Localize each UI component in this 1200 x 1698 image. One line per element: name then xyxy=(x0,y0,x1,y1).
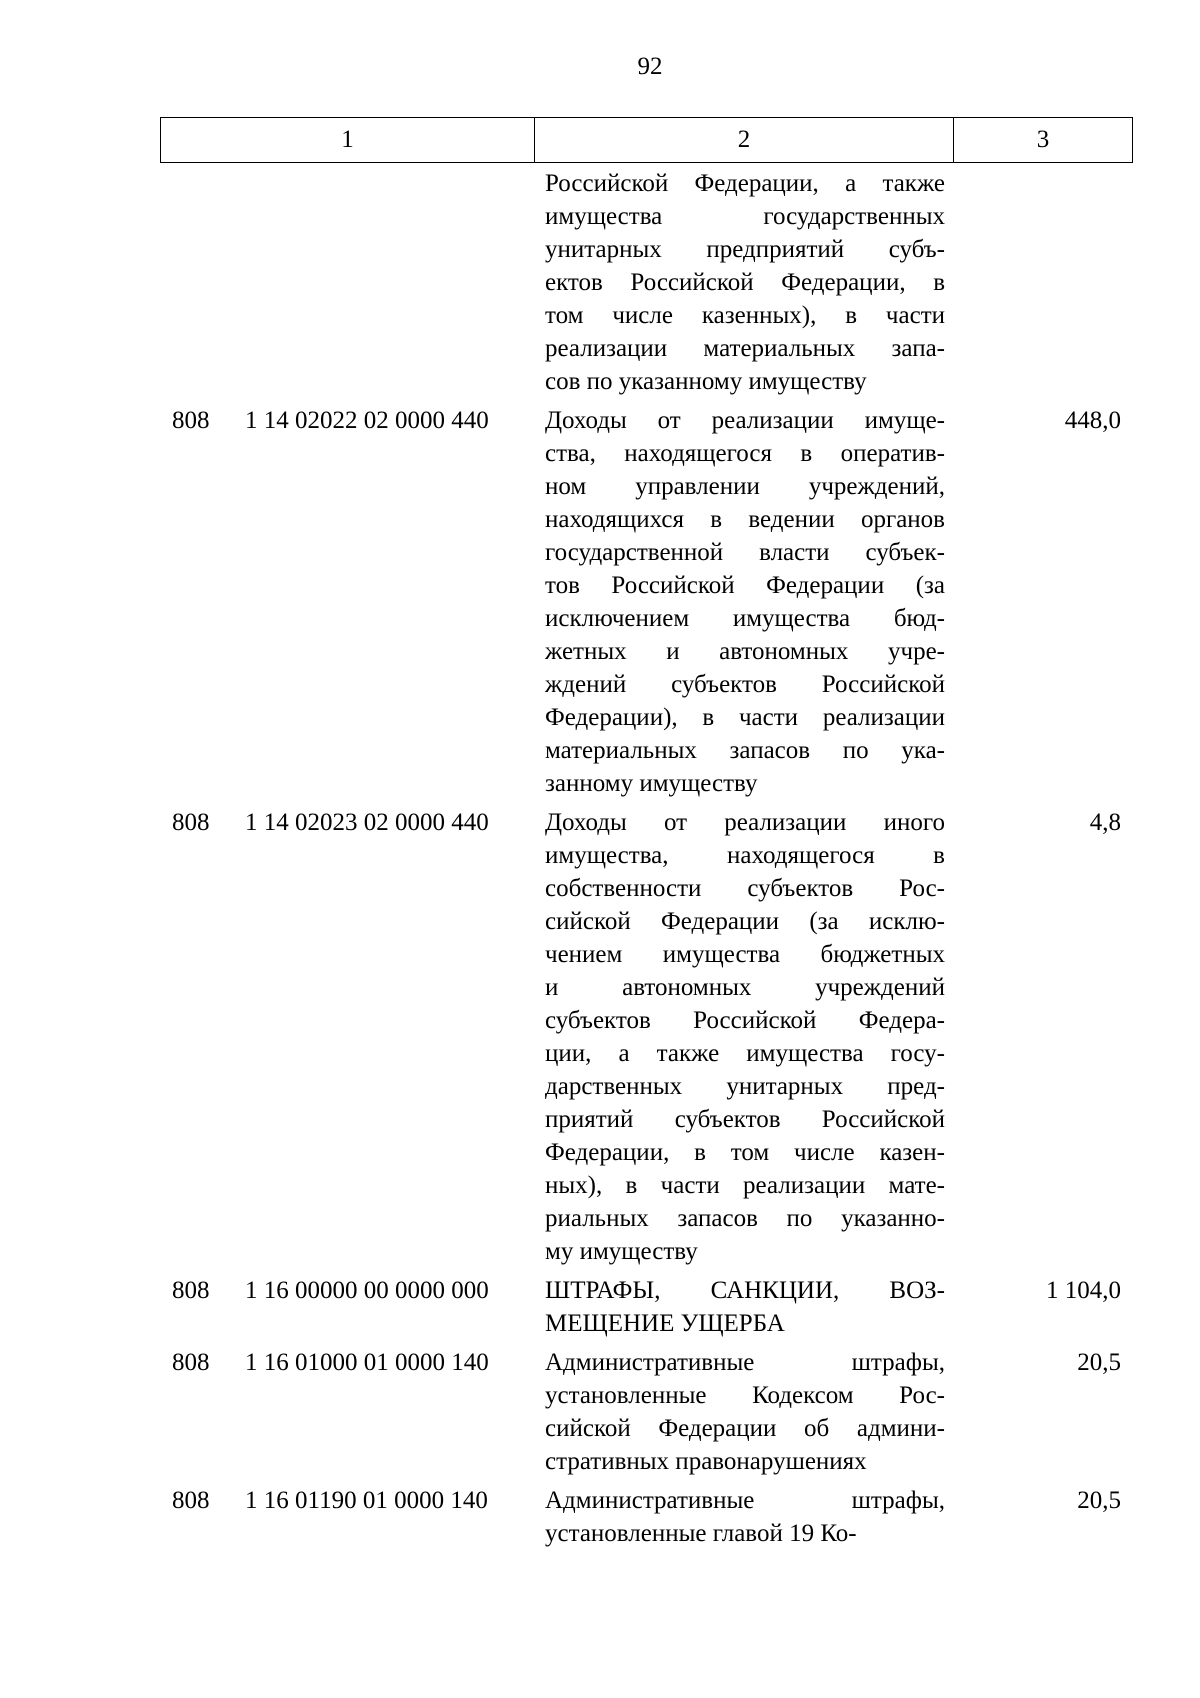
description-line: Российской Федерации, а также xyxy=(545,170,945,197)
description-line: стративных правонарушениях xyxy=(545,1448,867,1475)
budget-code-cell: 1 14 02022 02 0000 440 xyxy=(245,407,489,434)
description-line: приятий субъектов Российской xyxy=(545,1106,945,1133)
description-line: ных), в части реализации мате- xyxy=(545,1172,945,1199)
amount-cell: 20,5 xyxy=(1077,1349,1121,1376)
admin-code-cell: 808 xyxy=(172,1349,210,1376)
description-line: и автономных учреждений xyxy=(545,974,945,1001)
description-line: собственности субъектов Рос- xyxy=(545,875,945,902)
budget-code-cell: 1 14 02023 02 0000 440 xyxy=(245,809,489,836)
description-line: ства, находящегося в оператив- xyxy=(545,440,945,467)
amount-cell: 1 104,0 xyxy=(1046,1277,1121,1304)
description-line: Федерации, в том числе казен- xyxy=(545,1139,945,1166)
amount-cell: 20,5 xyxy=(1077,1487,1121,1514)
description-line: Федерации), в части реализации xyxy=(545,704,945,731)
description-line: государственной власти субъек- xyxy=(545,539,945,566)
amount-cell: 448,0 xyxy=(1064,407,1121,434)
table-row xyxy=(160,404,1133,800)
description-line: ектов Российской Федерации, в xyxy=(545,269,945,296)
description-line: чением имущества бюджетных xyxy=(545,941,945,968)
budget-code-cell: 1 16 01000 01 0000 140 xyxy=(245,1349,489,1376)
description-line: риальных запасов по указанно- xyxy=(545,1205,945,1232)
continuation-description xyxy=(545,167,945,398)
description-line: находящихся в ведении органов xyxy=(545,506,945,533)
description-line: сийской Федерации (за исклю- xyxy=(545,908,945,935)
description-line: Доходы от реализации имуще- xyxy=(545,407,945,434)
admin-code-cell: 808 xyxy=(172,407,210,434)
description-cell xyxy=(545,404,945,800)
table-row xyxy=(160,1274,1133,1340)
description-cell xyxy=(545,1346,945,1478)
description-line: МЕЩЕНИЕ УЩЕРБА xyxy=(545,1310,785,1337)
description-line: имущества, находящегося в xyxy=(545,842,945,869)
description-line: Административные штрафы, xyxy=(545,1349,945,1376)
description-line: том числе казенных), в части xyxy=(545,302,945,329)
admin-code-cell: 808 xyxy=(172,1487,210,1514)
description-line: жетных и автономных учре- xyxy=(545,638,945,665)
description-line: Доходы от реализации иного xyxy=(545,809,945,836)
table-body xyxy=(160,167,1133,1556)
description-line: ном управлении учреждений, xyxy=(545,473,945,500)
table-row xyxy=(160,1484,1133,1550)
table-header-row xyxy=(160,117,1133,163)
description-line: тов Российской Федерации (за xyxy=(545,572,945,599)
description-line: установленные главой 19 Ко- xyxy=(545,1520,857,1547)
description-line: унитарных предприятий субъ- xyxy=(545,236,945,263)
description-line: имущества государственных xyxy=(545,203,945,230)
description-line: установленные Кодексом Рос- xyxy=(545,1382,945,1409)
admin-code-cell: 808 xyxy=(172,809,210,836)
description-line: реализации материальных запа- xyxy=(545,335,945,362)
description-cell xyxy=(545,1484,945,1550)
admin-code-cell: 808 xyxy=(172,1277,210,1304)
description-line: дарственных унитарных пред- xyxy=(545,1073,945,1100)
table-row xyxy=(160,806,1133,1268)
description-line: сийской Федерации об админи- xyxy=(545,1415,945,1442)
table-header-col-1: 1 xyxy=(161,118,535,162)
description-line: материальных запасов по ука- xyxy=(545,737,945,764)
description-line: субъектов Российской Федера- xyxy=(545,1007,945,1034)
description-line: исключением имущества бюд- xyxy=(545,605,945,632)
page-number: 92 xyxy=(637,53,663,80)
description-cell xyxy=(545,806,945,1268)
table-header-col-2: 2 xyxy=(535,118,954,162)
description-line: ШТРАФЫ, САНКЦИИ, ВОЗ- xyxy=(545,1277,945,1304)
description-line: ции, а также имущества госу- xyxy=(545,1040,945,1067)
amount-cell: 4,8 xyxy=(1089,809,1121,836)
description-line: Административные штрафы, xyxy=(545,1487,945,1514)
description-cell xyxy=(545,1274,945,1340)
budget-code-cell: 1 16 00000 00 0000 000 xyxy=(245,1277,489,1304)
table-row xyxy=(160,1346,1133,1478)
table-header-col-3: 3 xyxy=(1036,126,1050,153)
description-line: ждений субъектов Российской xyxy=(545,671,945,698)
description-line: му имуществу xyxy=(545,1238,698,1265)
description-line: сов по указанному имуществу xyxy=(545,368,867,395)
continuation-row xyxy=(160,167,1133,398)
description-line: занному имуществу xyxy=(545,770,758,797)
budget-code-cell: 1 16 01190 01 0000 140 xyxy=(245,1487,488,1514)
